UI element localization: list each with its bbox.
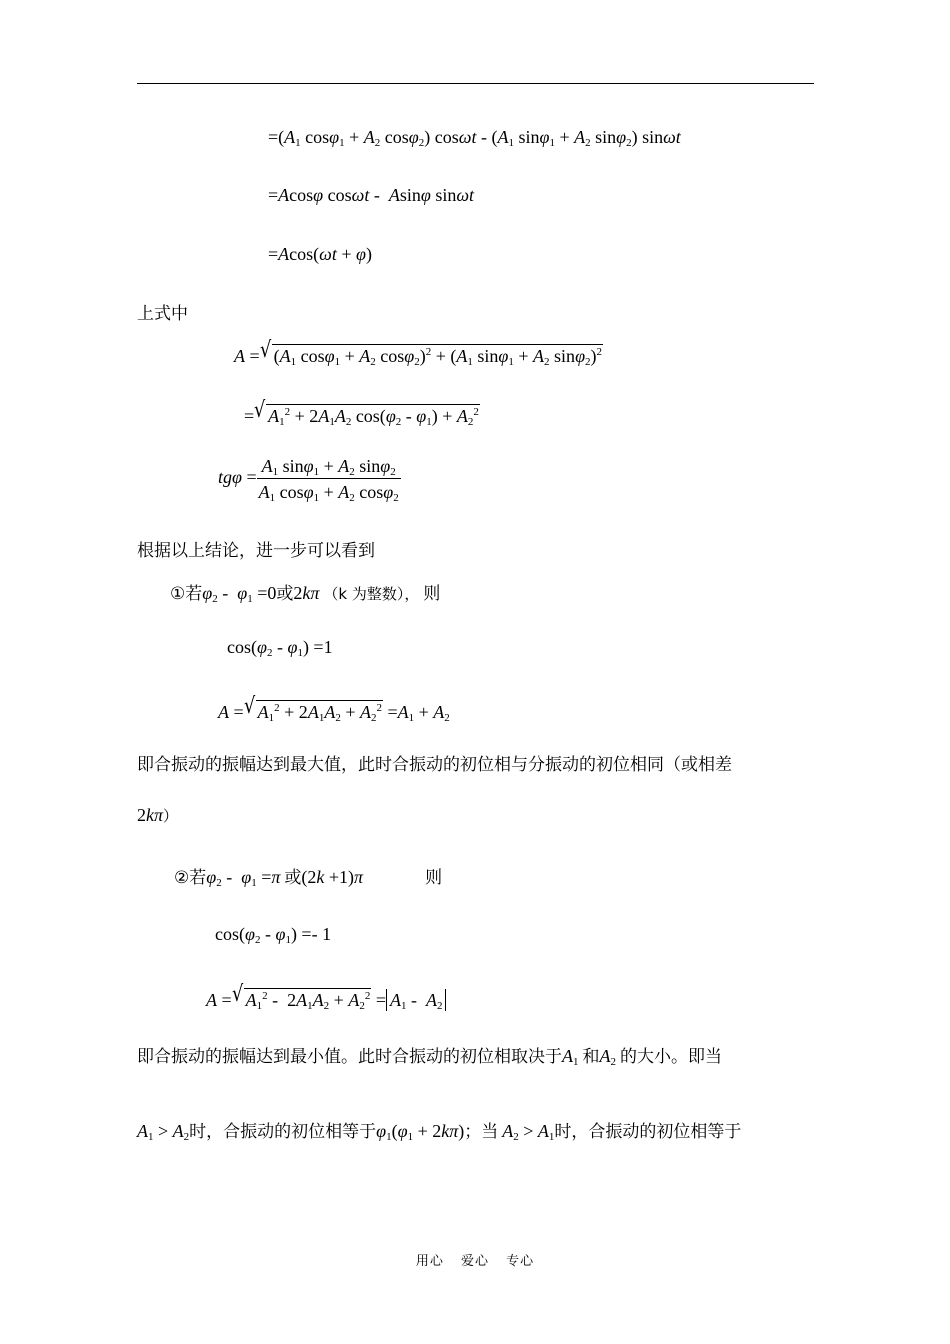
equation-line-2: =Acosφ cosωt - Asinφ sinωt	[268, 185, 475, 205]
case1-condition: ①若$\varphi_2 - \varphi_1 =0$或2kπ （k 为整数）， 则	[170, 583, 441, 605]
case1-marker: ①	[170, 584, 186, 604]
phase-tangent-formula: tgφ = $\frac{A_1 \sin\varphi_1 + A_2 \sin\varphi_2}{A_1 \cos\varphi_1 + A_2 \cos\varphi_2}$	[218, 456, 399, 504]
amplitude-formula: A = √ ($A_1$ $\cos\varphi_1 + A_2$ $\cos\varphi_2)^2 + (A_1$ $\sin\varphi_1 + A_2$ sinφ$_2$)$^2$	[234, 338, 603, 368]
case1-close-paren: ）	[163, 807, 179, 825]
case2-result-line1: 即合振动的振幅达到最小值。此时合振动的初位相取决于$A_1$ 和$A_2$ 的大小。即当	[137, 1046, 722, 1068]
amplitude-formula-simplified: = √ $A_1^2 + 2A_1A_2$ $\cos(\varphi_2 - \varphi_1) + A_2^2$	[244, 398, 479, 428]
case1-amplitude-equation: A = √ $A_1^2 + 2A_1A_2 + A_2^2 =A_1 + A_2$	[218, 694, 450, 724]
case2-amplitude-equation: A = √ $A_1^2 - 2A_1A_2 + A_2^2 = A_1 - A_2$	[206, 988, 446, 1009]
case2-or: 或	[284, 868, 302, 888]
case2-then: 则	[425, 868, 443, 888]
case2-line-part2: ；当	[464, 1122, 499, 1142]
case1-result-line2: 2kπ）	[137, 805, 179, 825]
conclusion-intro: 根据以上结论，进一步可以看到	[137, 541, 375, 561]
case2-result-line2: $A_1 > A_2$时，合振动的初位相等于$\varphi_1(\varphi_1 + 2k\pi)$；当 $A_2 > A_1$时，合振动的初位相等于	[137, 1121, 742, 1143]
case1-cos-equation: $\cos(\varphi_2 - \varphi_1) =1$	[227, 637, 333, 659]
equation-line-1: $=(A_1$ $\cos\varphi_1 + A_2$ cosφ$_2$) cosωt - ($A_1$ $\sin\varphi_1 + A_2$ sinφ$_2$) sinωt	[268, 127, 681, 149]
case2-result-b: 的大小。即当	[620, 1047, 722, 1067]
case1-or: 或	[276, 584, 294, 604]
header-rule	[137, 83, 814, 84]
equation-line-3: =Acos(ωt + φ)	[268, 244, 372, 264]
case1-if: 若	[185, 584, 203, 604]
page-footer: 用心 爱心 专心	[415, 1254, 535, 1269]
case1-result-line1: 即合振动的振幅达到最大值，此时合振动的初位相与分振动的初位相同（或相差	[137, 755, 732, 775]
case2-line-part3: 时，合振动的初位相等于	[554, 1122, 742, 1142]
case2-if: 若	[189, 868, 207, 888]
case1-note: （k 为整数），	[323, 585, 420, 603]
case2-marker: ②	[174, 868, 190, 888]
case2-result-a: 即合振动的振幅达到最小值。此时合振动的初位相取决于	[137, 1047, 562, 1067]
case2-cos-equation: $\cos(\varphi_2 - \varphi_1) =- 1$	[215, 924, 332, 946]
case1-then: 则	[423, 584, 441, 604]
intro-text: 上式中	[137, 304, 188, 324]
case2-line-part1: 时，合振动的初位相等于	[189, 1122, 377, 1142]
case2-condition: ②若$\varphi_2 - \varphi_1 =\pi$ 或(2k +1)π 则	[174, 867, 443, 889]
case2-result-and: 和	[582, 1047, 600, 1067]
